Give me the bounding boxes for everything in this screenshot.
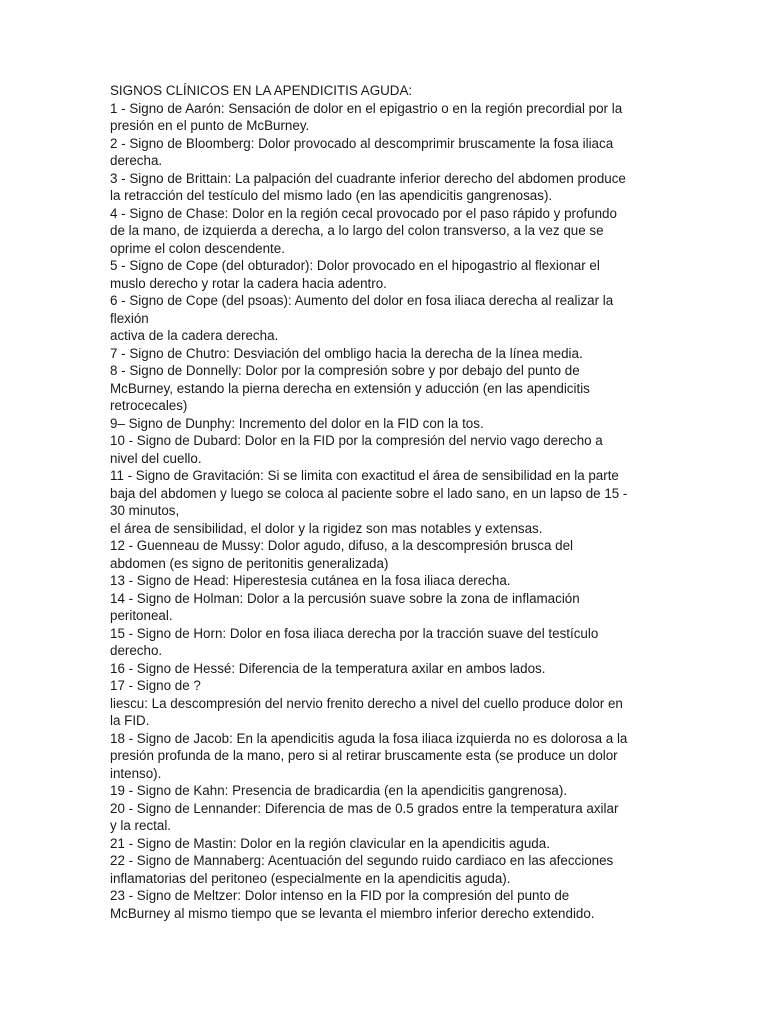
text-line: de la mano, de izquierda a derecha, a lo largo del colon transverso, a la vez que se [110,223,604,238]
text-line: 13 - Signo de Head: Hiperestesia cutánea en la fosa iliaca derecha. [110,573,511,588]
text-line: 14 - Signo de Holman: Dolor a la percusión suave sobre la zona de inflamación [110,590,580,606]
text-line: 22 - Signo de Mannaberg: Acentuación del segundo ruido cardiaco en las afecciones [110,853,614,868]
text-line: 16 - Signo de Hessé: Diferencia de la temperatura axilar en ambos lados. [110,660,546,676]
text-line: y la rectal. [110,818,172,833]
text-line: 15 - Signo de Horn: Dolor en fosa iliaca derecha por la tracción suave del testículo [110,625,599,641]
text-line: muslo derecho y rotar la cadera hacia adentro. [110,275,387,291]
text-line: 10 - Signo de Dubard: Dolor en la FID por la compresión del nervio vago derecho a [110,433,603,448]
text-line: McBurney al mismo tiempo que se levanta el miembro inferior derecho extendido. [110,905,595,921]
text-line: 4 - Signo de Chase: Dolor en la región cecal provocado por el paso rápido y profundo [110,205,617,221]
text-line: peritoneal. [110,608,173,623]
text-line: la FID. [110,713,150,728]
text-line: flexión [110,310,149,326]
text-line: presión profunda de la mano, pero si al retirar bruscamente esta (se produce un dolor [110,748,618,763]
text-line: 9– Signo de Dunphy: Incremento del dolor en la FID con la tos. [110,415,484,431]
text-line: derecha. [110,153,163,168]
text-line: 21 - Signo de Mastin: Dolor en la región clavicular en la apendicitis aguda. [110,835,550,851]
text-line: retrocecales) [110,398,188,413]
text-line: nivel del cuello. [110,450,202,466]
text-line: McBurney, estando la pierna derecha en extensión y aducción (en las apendicitis [110,380,590,396]
text-line: 18 - Signo de Jacob: En la apendicitis aguda la fosa iliaca izquierda no es dolorosa a la [110,730,628,746]
text-line: derecho. [110,643,163,658]
text-line: 20 - Signo de Lennander: Diferencia de mas de 0.5 grados entre la temperatura axilar [110,800,619,816]
text-line: 3 - Signo de Brittain: La palpación del cuadrante inferior derecho del abdomen produce [110,170,626,186]
text-line: 5 - Signo de Cope (del obturador): Dolor provocado en el hipogastrio al flexionar el [110,258,600,273]
text-line: 7 - Signo de Chutro: Desviación del ombligo hacia la derecha de la línea media. [110,345,583,361]
text-line: 8 - Signo de Donnelly: Dolor por la compresión sobre y por debajo del punto de [110,363,580,378]
text-line: la retracción del testículo del mismo lado (en las apendicitis gangrenosas). [110,188,553,203]
text-line: activa de la cadera derecha. [110,328,279,343]
text-line: el área de sensibilidad, el dolor y la rigidez son mas notables y extensas. [110,520,543,536]
text-line: 12 - Guenneau de Mussy: Dolor agudo, difuso, a la descompresión brusca del [110,538,573,553]
text-line: inflamatorias del peritoneo (especialmente en la apendicitis aguda). [110,870,511,886]
text-line: 2 - Signo de Bloomberg: Dolor provocado al descomprimir bruscamente la fosa iliaca [110,135,614,151]
text-line: 1 - Signo de Aarón: Sensación de dolor en el epigastrio o en la región precordial por la [110,100,623,116]
text-line: 19 - Signo de Kahn: Presencia de bradicardia (en la apendicitis gangrenosa). [110,783,568,798]
document-page [110,82,670,922]
text-line: 23 - Signo de Meltzer: Dolor intenso en la FID por la compresión del punto de [110,888,570,903]
text-line: liescu: La descompresión del nervio frenito derecho a nivel del cuello produce dolor en [110,695,623,711]
text-line: oprime el colon descendente. [110,240,285,256]
text-line: 30 minutos, [110,503,180,518]
text-line: abdomen (es signo de peritonitis generalizada) [110,555,389,571]
text-line: intenso). [110,765,162,781]
text-line: presión en el punto de McBurney. [110,118,310,133]
text-line: 11 - Signo de Gravitación: Si se limita con exactitud el área de sensibilidad en la parte [110,468,619,483]
document-title: SIGNOS CLÍNICOS EN LA APENDICITIS AGUDA: [110,83,413,98]
text-line: 17 - Signo de ? [110,678,201,693]
text-line: baja del abdomen y luego se coloca al paciente sobre el lado sano, en un lapso de 15 - [110,485,628,501]
text-line: 6 - Signo de Cope (del psoas): Aumento del dolor en fosa iliaca derecha al realizar la [110,293,614,308]
